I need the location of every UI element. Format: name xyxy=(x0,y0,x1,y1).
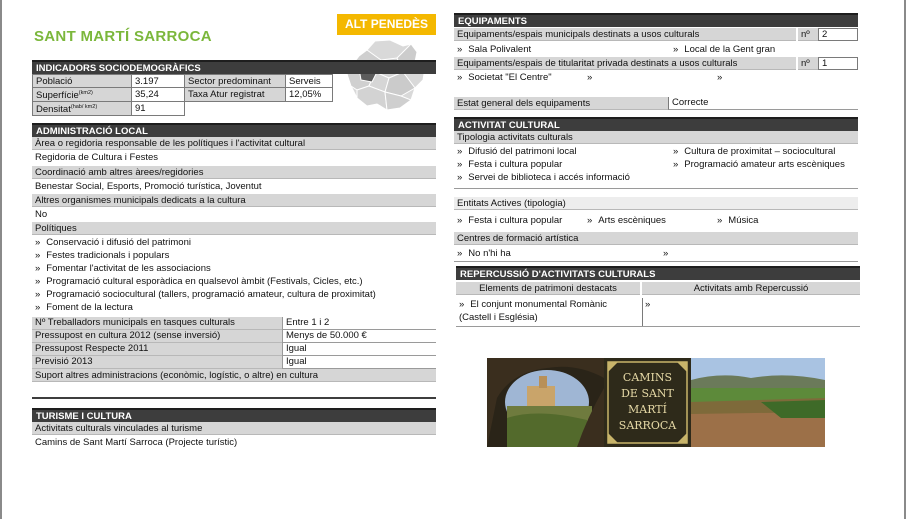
castle-photo xyxy=(487,358,604,447)
page-border-left xyxy=(0,0,2,519)
repercussio-header: REPERCUSSIÓ D'ACTIVITATS CULTURALS xyxy=(456,266,860,280)
centres-label: Centres de formació artística xyxy=(454,232,858,245)
page-border-right xyxy=(904,0,906,519)
pressupost-label: Pressupost en cultura 2012 (sense inversió) xyxy=(32,330,282,343)
centre-item xyxy=(660,247,858,260)
densitat-label-cell xyxy=(33,102,132,116)
superficie-unit: (km2) xyxy=(78,90,93,96)
politica-item: » Programació cultural esporàdica en qualsevol àmbit (Festivals, Cicles, etc.) xyxy=(32,275,436,288)
politica-item: » Conservació i difusió del patrimoni xyxy=(32,236,436,249)
poblacio-label: Població xyxy=(33,75,132,88)
privats-no: 1 xyxy=(818,57,858,70)
area-label: Àrea o regidoria responsable de les polítiques i l'activitat cultural xyxy=(32,137,436,150)
suport-label: Suport altres administracions (econòmic, logístic, o altre) en cultura xyxy=(32,369,436,382)
respecte-value: Igual xyxy=(282,343,436,356)
densitat-label: Densitat xyxy=(36,104,71,116)
sector-value: Serveis xyxy=(286,75,333,88)
activitat-repercussio-item xyxy=(642,298,860,311)
superficie-value: 35,24 xyxy=(132,88,185,102)
superficie-label: Superfície xyxy=(36,90,79,102)
superficie-label-cell xyxy=(33,88,132,102)
patrimoni-item: » El conjunt monumental Romànic xyxy=(456,298,642,311)
pressupost-value: Menys de 50.000 € xyxy=(282,330,436,343)
tipologia-left-list xyxy=(454,145,669,184)
centres-divider xyxy=(454,261,858,262)
politica-item: » Foment de la lectura xyxy=(32,301,436,314)
privat-item xyxy=(584,71,712,84)
municipals-label: Equipaments/espais municipals destinats a usos culturals xyxy=(454,28,796,41)
camins-text xyxy=(604,370,691,434)
coord-value: Benestar Social, Esports, Promoció turística, Joventut xyxy=(35,181,262,192)
camins-logo xyxy=(604,358,691,447)
privats-no-label: nº xyxy=(798,57,818,70)
turisme-activitats-value: Camins de Sant Martí Sarroca (Projecte turístic) xyxy=(35,437,238,448)
estat-row xyxy=(454,97,858,110)
densitat-value: 91 xyxy=(132,102,185,116)
admin-header: ADMINISTRACIÓ LOCAL xyxy=(32,123,436,137)
municipals-row xyxy=(454,28,858,41)
respecte-label: Pressupost Respecte 2011 xyxy=(32,343,282,356)
privats-label: Equipaments/espais de titularitat privada destinats a usos culturals xyxy=(454,57,796,70)
tipologia-item: » Servei de biblioteca i accés informació xyxy=(454,171,669,184)
altres-value: No xyxy=(35,209,48,220)
privats-row xyxy=(454,57,858,70)
entitat-item: » Arts escèniques xyxy=(584,214,712,227)
tipologia-label: Tipologia activitats culturals xyxy=(454,131,858,144)
treballadors-value: Entre 1 i 2 xyxy=(282,317,436,330)
repercussio-columns xyxy=(456,282,860,295)
atur-label: Taxa Atur registrat xyxy=(185,88,286,102)
estat-value: Correcte xyxy=(668,97,858,110)
camins-line4: SARROCA xyxy=(618,419,677,432)
atur-value: 12,05% xyxy=(286,88,333,102)
politiques-list xyxy=(32,236,436,314)
camins-line2: DE SANT xyxy=(621,387,674,400)
indicators-header: INDICADORS SOCIODEMOGRÀFICS xyxy=(32,60,436,74)
tipologia-right-list xyxy=(670,145,858,171)
region-badge: ALT PENEDÈS xyxy=(337,14,436,35)
sector-label: Sector predominant xyxy=(185,75,286,88)
previsio-label: Previsió 2013 xyxy=(32,356,282,369)
turisme-header: TURISME I CULTURA xyxy=(32,408,436,422)
entitats-label: Entitats Actives (tipologia) xyxy=(454,197,858,210)
vineyard-photo xyxy=(691,358,825,447)
previsio-value: Igual xyxy=(282,356,436,369)
equipaments-header: EQUIPAMENTS xyxy=(454,13,858,27)
politica-item: » Fomentar l'activitat de les associacions xyxy=(32,262,436,275)
estat-label: Estat general dels equipaments xyxy=(454,97,668,110)
municipal-item: » Sala Polivalent xyxy=(454,43,669,56)
treballadors-label: Nº Treballadors municipals en tasques culturals xyxy=(32,317,282,330)
tipologia-item: » Programació amateur arts escèniques xyxy=(670,158,858,171)
tipologia-item: » Festa i cultura popular xyxy=(454,158,669,171)
densitat-unit: (hab/ km2) xyxy=(70,104,98,111)
activitat-header: ACTIVITAT CULTURAL xyxy=(454,117,858,131)
centre-item: » No n'hi ha xyxy=(454,247,669,260)
indicators-table xyxy=(32,74,333,116)
entitat-item: » Música xyxy=(714,214,858,227)
patrimoni-item-cont: (Castell i Església) xyxy=(459,312,538,323)
admin-divider xyxy=(32,397,436,399)
area-value: Regidoria de Cultura i Festes xyxy=(35,152,159,163)
politica-item: » Festes tradicionals i populars xyxy=(32,249,436,262)
repercussio-cell1 xyxy=(456,298,643,326)
privat-item: » Societat "El Centre" xyxy=(454,71,584,84)
municipals-no-label: nº xyxy=(798,28,818,41)
tipologia-divider xyxy=(454,188,858,189)
altres-label: Altres organismes municipals dedicats a la cultura xyxy=(32,194,436,207)
turisme-activitats-label: Activitats culturals vinculades al turisme xyxy=(32,422,436,435)
budget-table xyxy=(32,317,436,382)
entitat-item: » Festa i cultura popular xyxy=(454,214,584,227)
politiques-label: Polítiques xyxy=(32,222,436,235)
municipals-no: 2 xyxy=(818,28,858,41)
tipologia-item: » Difusió del patrimoni local xyxy=(454,145,669,158)
politica-item: » Programació sociocultural (tallers, programació amateur, cultura de proximitat) xyxy=(32,288,436,301)
coord-label: Coordinació amb altres àrees/regidories xyxy=(32,166,436,179)
tipologia-item: » Cultura de proximitat – sociocultural xyxy=(670,145,858,158)
privat-item xyxy=(714,71,858,84)
poblacio-value: 3.197 xyxy=(132,75,185,88)
municipal-item: » Local de la Gent gran xyxy=(670,43,858,56)
camins-line1: CAMINS xyxy=(622,371,673,384)
repercussio-col2: Activitats amb Repercussió xyxy=(642,282,860,295)
region-map xyxy=(345,38,430,113)
camins-line3: MARTÍ xyxy=(628,403,667,416)
repercussio-col1: Elements de patrimoni destacats xyxy=(456,282,640,295)
town-title: SANT MARTÍ SARROCA xyxy=(34,28,212,45)
repercussio-divider xyxy=(456,326,860,327)
